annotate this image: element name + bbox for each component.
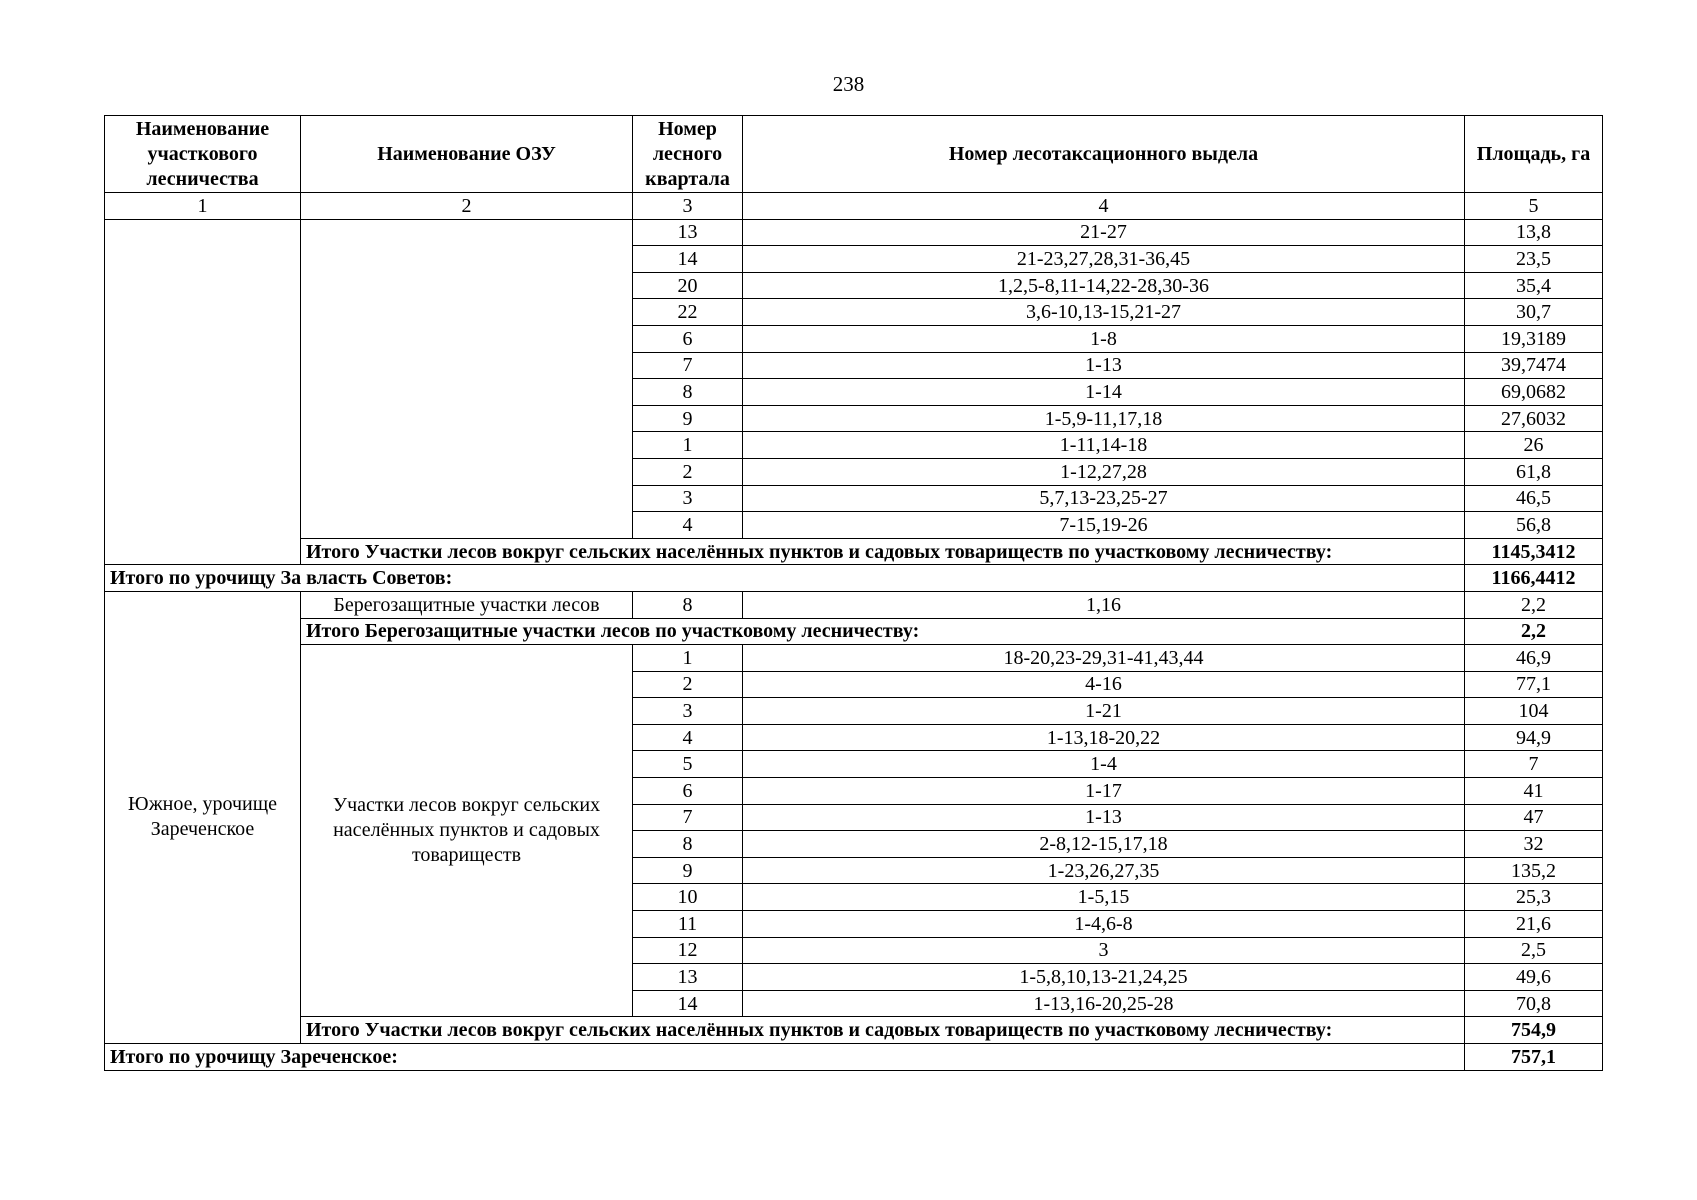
quarter-cell: 9 bbox=[633, 857, 743, 884]
quarter-cell: 14 bbox=[633, 246, 743, 273]
header-area: Площадь, га bbox=[1465, 116, 1603, 193]
area-cell: 94,9 bbox=[1465, 724, 1603, 751]
area-cell: 77,1 bbox=[1465, 671, 1603, 698]
subtotal-label: Итого Берегозащитные участки лесов по участковому лесничеству: bbox=[301, 618, 1465, 645]
area-cell: 2,5 bbox=[1465, 937, 1603, 964]
vydel-cell: 18-20,23-29,31-41,43,44 bbox=[743, 645, 1465, 672]
column-number: 1 bbox=[105, 193, 301, 220]
quarter-cell: 4 bbox=[633, 724, 743, 751]
quarter-cell: 4 bbox=[633, 512, 743, 539]
quarter-cell: 2 bbox=[633, 458, 743, 485]
column-number: 4 bbox=[743, 193, 1465, 220]
subtotal-row bbox=[105, 1017, 1603, 1044]
vydel-cell: 4-16 bbox=[743, 671, 1465, 698]
page-number: 238 bbox=[832, 72, 865, 96]
area-cell: 104 bbox=[1465, 698, 1603, 725]
area-cell: 46,9 bbox=[1465, 645, 1603, 672]
vydel-cell: 1-5,15 bbox=[743, 884, 1465, 911]
area-cell: 39,7474 bbox=[1465, 352, 1603, 379]
area-cell: 13,8 bbox=[1465, 219, 1603, 246]
quarter-cell: 6 bbox=[633, 325, 743, 352]
quarter-cell: 13 bbox=[633, 964, 743, 991]
forestry-name-cell: Южное, урочище Зареченское bbox=[105, 591, 301, 1043]
header-quarter: Номер лесного квартала bbox=[633, 116, 743, 193]
vydel-cell: 1-17 bbox=[743, 778, 1465, 805]
vydel-cell: 21-27 bbox=[743, 219, 1465, 246]
total-label: Итого по урочищу За власть Советов: bbox=[105, 565, 1465, 592]
quarter-cell: 7 bbox=[633, 352, 743, 379]
vydel-cell: 1,2,5-8,11-14,22-28,30-36 bbox=[743, 272, 1465, 299]
header-vydel: Номер лесотаксационного выдела bbox=[743, 116, 1465, 193]
quarter-cell: 20 bbox=[633, 272, 743, 299]
table-row bbox=[105, 591, 1603, 618]
vydel-cell: 1-12,27,28 bbox=[743, 458, 1465, 485]
vydel-cell: 1-13,18-20,22 bbox=[743, 724, 1465, 751]
quarter-cell: 7 bbox=[633, 804, 743, 831]
vydel-cell: 1-14 bbox=[743, 379, 1465, 406]
header-row bbox=[105, 116, 1603, 193]
total-value: 757,1 bbox=[1465, 1044, 1603, 1071]
area-cell: 35,4 bbox=[1465, 272, 1603, 299]
vydel-cell: 3,6-10,13-15,21-27 bbox=[743, 299, 1465, 326]
quarter-cell: 6 bbox=[633, 778, 743, 805]
area-cell: 41 bbox=[1465, 778, 1603, 805]
quarter-cell: 3 bbox=[633, 698, 743, 725]
area-cell: 47 bbox=[1465, 804, 1603, 831]
forest-areas-table bbox=[104, 115, 1603, 1071]
vydel-cell: 7-15,19-26 bbox=[743, 512, 1465, 539]
vydel-cell: 1-13 bbox=[743, 352, 1465, 379]
quarter-cell: 11 bbox=[633, 911, 743, 938]
vydel-cell: 1-21 bbox=[743, 698, 1465, 725]
table-row bbox=[105, 645, 1603, 672]
area-cell: 19,3189 bbox=[1465, 325, 1603, 352]
area-cell: 26 bbox=[1465, 432, 1603, 459]
quarter-cell: 12 bbox=[633, 937, 743, 964]
header-forestry: Наименование участкового лесничества bbox=[105, 116, 301, 193]
total-label: Итого по урочищу Зареченское: bbox=[105, 1044, 1465, 1071]
quarter-cell: 1 bbox=[633, 432, 743, 459]
vydel-cell: 21-23,27,28,31-36,45 bbox=[743, 246, 1465, 273]
column-number: 3 bbox=[633, 193, 743, 220]
area-cell: 56,8 bbox=[1465, 512, 1603, 539]
area-cell: 46,5 bbox=[1465, 485, 1603, 512]
quarter-cell: 22 bbox=[633, 299, 743, 326]
header-ozu: Наименование ОЗУ bbox=[301, 116, 633, 193]
vydel-cell: 2-8,12-15,17,18 bbox=[743, 831, 1465, 858]
area-cell: 135,2 bbox=[1465, 857, 1603, 884]
quarter-cell: 10 bbox=[633, 884, 743, 911]
subtotal-row bbox=[105, 618, 1603, 645]
vydel-cell: 1-5,8,10,13-21,24,25 bbox=[743, 964, 1465, 991]
vydel-cell: 1-13,16-20,25-28 bbox=[743, 990, 1465, 1017]
column-number-row bbox=[105, 193, 1603, 220]
ozu-cell: Участки лесов вокруг сельских населённых пунктов и садовых товариществ bbox=[301, 645, 633, 1017]
area-cell: 32 bbox=[1465, 831, 1603, 858]
subtotal-value: 2,2 bbox=[1465, 618, 1603, 645]
area-cell: 30,7 bbox=[1465, 299, 1603, 326]
area-cell: 69,0682 bbox=[1465, 379, 1603, 406]
total-row bbox=[105, 565, 1603, 592]
area-cell: 27,6032 bbox=[1465, 405, 1603, 432]
area-cell: 21,6 bbox=[1465, 911, 1603, 938]
quarter-cell: 1 bbox=[633, 645, 743, 672]
subtotal-value: 754,9 bbox=[1465, 1017, 1603, 1044]
column-number: 5 bbox=[1465, 193, 1603, 220]
vydel-cell: 3 bbox=[743, 937, 1465, 964]
quarter-cell: 2 bbox=[633, 671, 743, 698]
area-cell: 7 bbox=[1465, 751, 1603, 778]
area-cell: 61,8 bbox=[1465, 458, 1603, 485]
subtotal-row bbox=[105, 538, 1603, 565]
quarter-cell: 8 bbox=[633, 831, 743, 858]
quarter-cell: 13 bbox=[633, 219, 743, 246]
column-number: 2 bbox=[301, 193, 633, 220]
area-cell: 25,3 bbox=[1465, 884, 1603, 911]
area-cell: 70,8 bbox=[1465, 990, 1603, 1017]
vydel-cell: 1-13 bbox=[743, 804, 1465, 831]
quarter-cell: 8 bbox=[633, 591, 743, 618]
subtotal-label: Итого Участки лесов вокруг сельских населённых пунктов и садовых товариществ по участковому лесничеству: bbox=[301, 1017, 1465, 1044]
area-cell: 23,5 bbox=[1465, 246, 1603, 273]
forestry-cell-empty bbox=[105, 219, 301, 565]
quarter-cell: 5 bbox=[633, 751, 743, 778]
ozu-cell: Берегозащитные участки лесов bbox=[301, 591, 633, 618]
vydel-cell: 1-8 bbox=[743, 325, 1465, 352]
vydel-cell: 1-5,9-11,17,18 bbox=[743, 405, 1465, 432]
vydel-cell: 1-4 bbox=[743, 751, 1465, 778]
table-row bbox=[105, 219, 1603, 246]
vydel-cell: 1,16 bbox=[743, 591, 1465, 618]
quarter-cell: 3 bbox=[633, 485, 743, 512]
total-value: 1166,4412 bbox=[1465, 565, 1603, 592]
total-row bbox=[105, 1044, 1603, 1071]
ozu-cell-empty bbox=[301, 219, 633, 538]
quarter-cell: 8 bbox=[633, 379, 743, 406]
quarter-cell: 14 bbox=[633, 990, 743, 1017]
quarter-cell: 9 bbox=[633, 405, 743, 432]
area-cell: 49,6 bbox=[1465, 964, 1603, 991]
vydel-cell: 1-23,26,27,35 bbox=[743, 857, 1465, 884]
subtotal-value: 1145,3412 bbox=[1465, 538, 1603, 565]
vydel-cell: 5,7,13-23,25-27 bbox=[743, 485, 1465, 512]
vydel-cell: 1-11,14-18 bbox=[743, 432, 1465, 459]
area-cell: 2,2 bbox=[1465, 591, 1603, 618]
subtotal-label: Итого Участки лесов вокруг сельских населённых пунктов и садовых товариществ по участковому лесничеству: bbox=[301, 538, 1465, 565]
vydel-cell: 1-4,6-8 bbox=[743, 911, 1465, 938]
